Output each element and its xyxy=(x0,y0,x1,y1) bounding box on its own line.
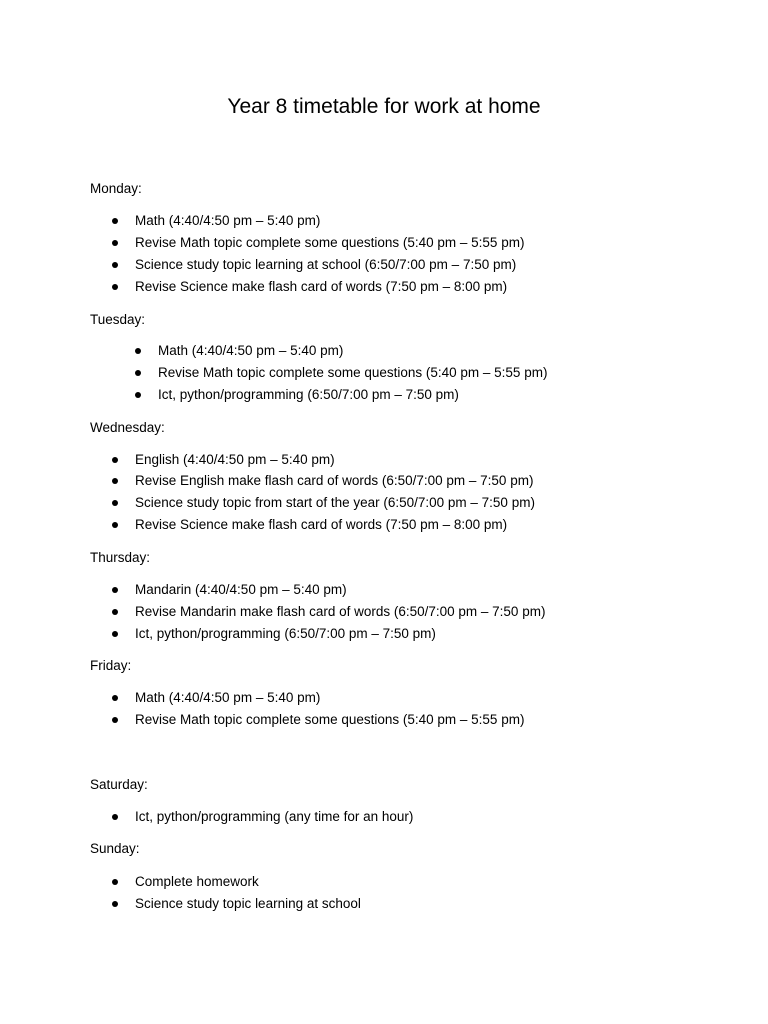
list-item: Revise Math topic complete some questions (5:40 pm – 5:55 pm) xyxy=(158,365,548,380)
bullet-icon xyxy=(135,392,141,398)
day-heading-wednesday: Wednesday: xyxy=(90,420,165,435)
bullet-icon xyxy=(112,240,118,246)
day-heading-sunday: Sunday: xyxy=(90,841,140,856)
bullet-icon xyxy=(112,695,118,701)
bullet-icon xyxy=(112,631,118,637)
list-item: Revise Math topic complete some questions (5:40 pm – 5:55 pm) xyxy=(135,712,525,727)
list-item: Math (4:40/4:50 pm – 5:40 pm) xyxy=(135,213,321,228)
day-heading-tuesday: Tuesday: xyxy=(90,312,146,327)
list-item: English (4:40/4:50 pm – 5:40 pm) xyxy=(135,452,335,467)
bullet-icon xyxy=(112,814,118,820)
list-item: Science study topic learning at school xyxy=(135,896,361,911)
day-heading-friday: Friday: xyxy=(90,658,132,673)
bullet-icon xyxy=(135,370,141,376)
list-item: Revise Math topic complete some questions (5:40 pm – 5:55 pm) xyxy=(135,235,525,250)
bullet-icon xyxy=(112,457,118,463)
list-item: Revise Science make flash card of words (7:50 pm – 8:00 pm) xyxy=(135,279,508,294)
list-item: Ict, python/programming (6:50/7:00 pm – 7:50 pm) xyxy=(158,387,459,402)
day-heading-saturday: Saturday: xyxy=(90,777,148,792)
bullet-icon xyxy=(112,587,118,593)
list-item: Ict, python/programming (6:50/7:00 pm – 7:50 pm) xyxy=(135,626,436,641)
bullet-icon xyxy=(112,901,118,907)
document-title: Year 8 timetable for work at home xyxy=(227,95,541,118)
list-item: Revise English make flash card of words (6:50/7:00 pm – 7:50 pm) xyxy=(135,473,534,488)
bullet-icon xyxy=(112,522,118,528)
bullet-icon xyxy=(112,218,118,224)
bullet-icon xyxy=(112,262,118,268)
bullet-icon xyxy=(112,500,118,506)
list-item: Math (4:40/4:50 pm – 5:40 pm) xyxy=(135,690,321,705)
list-item: Math (4:40/4:50 pm – 5:40 pm) xyxy=(158,343,344,358)
bullet-icon xyxy=(112,478,118,484)
bullet-icon xyxy=(112,717,118,723)
list-item: Mandarin (4:40/4:50 pm – 5:40 pm) xyxy=(135,582,347,597)
list-item: Ict, python/programming (any time for an hour) xyxy=(135,809,414,824)
day-heading-monday: Monday: xyxy=(90,181,142,196)
list-item: Science study topic learning at school (6:50/7:00 pm – 7:50 pm) xyxy=(135,257,517,272)
list-item: Science study topic from start of the year (6:50/7:00 pm – 7:50 pm) xyxy=(135,495,535,510)
bullet-icon xyxy=(135,348,141,354)
day-heading-thursday: Thursday: xyxy=(90,550,151,565)
bullet-icon xyxy=(112,609,118,615)
list-item: Complete homework xyxy=(135,874,259,889)
list-item: Revise Mandarin make flash card of words (6:50/7:00 pm – 7:50 pm) xyxy=(135,604,546,619)
list-item: Revise Science make flash card of words (7:50 pm – 8:00 pm) xyxy=(135,517,508,532)
bullet-icon xyxy=(112,284,118,290)
bullet-icon xyxy=(112,879,118,885)
